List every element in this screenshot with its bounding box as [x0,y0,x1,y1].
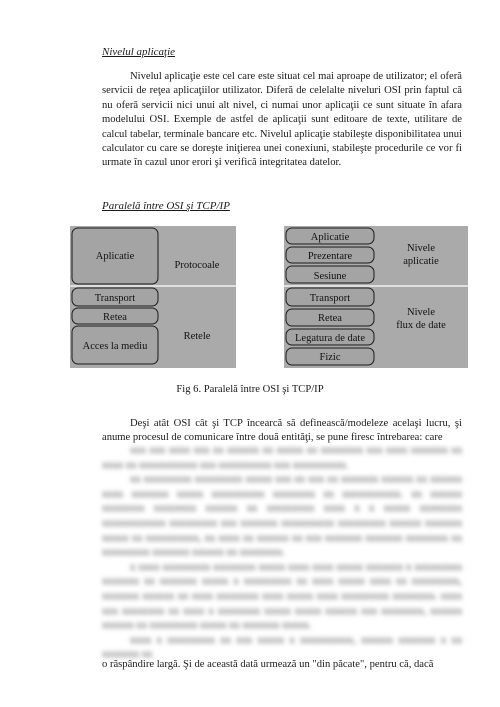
section-heading-application-layer: Nivelul aplicaţie [102,46,176,58]
left-transport-label: Transport [94,293,136,304]
figure-caption: Fig 6. Paralelă între OSI şi TCP/IP [176,384,324,395]
nivele-flux-label-line1: Nivele [407,307,435,318]
right-retea-label: Retea [318,313,342,324]
application-layer-paragraph: Nivelul aplicaţie este cel care este situat cel mai aproape de utilizator; el oferă servicii de reţea aplicaţiilor utilizator. Diferă de celelalte niveluri OSI prin faptul că nu oferă servicii nici unui alt nivel, ci numai unor aplicaţii ce sunt situate în afara modelului OSI. Exemple de astfel de aplicaţii sunt editoare de texte, utilitare de calcul tabelar, terminale bancare etc. Nivelul aplicaţie stabileşte disponibilitatea unui calculator cu care se doreşte iniţierea unei conexiuni, stabileşte procedurile ce vor fi urmate în cazul unor erori şi verifică integritatea datelor. [102,71,462,169]
left-acces-label: Acces la mediu [82,341,148,352]
blurred-text-region: xxx xxx xxxx xxx xx xxxxxx xx xxxxx xx xxxxxxxx xxx xxxx xxxxxxx xx xxxx xx xxxxxxxxxxx xxx xxxxxxxxxx xxx xxxxxxxxxx. xx xxxxxxxxx xxxxxxxxx xxxxx xxx xx xxx xx xxxxxxx xxxxxx xx xxxxxx xxxx xxxxxxx xxxxx xxxxxxxxxx xxxxxxxx xx xxxxxxxxxxx. xx xxxxxx xxxxxxxx xxxxxxxx xxxxxx xx xxxxxxxxx xxxx x x xxxxx xxxxxxxx xxxxxxxxxxxx xxxxxxxxx xxx xxxxxxx xxxxxxxxxx xxxxxxxxx xxxxxx xxxxxxx xxxxx xx xxxxxxxxxx, xx xxxx xx xxxxxx xx xxx xxxxxxx xxxxxxx xxxxxxxx xx xxxxxxxxx xxxxxxx xxxxxx xx xxxxxxxx. x xxxx xxxxxxxxx xxxxxxxx xxxxx xxxx xxxx xxxxx xxxxxxx x xxxxxxxxx xxxxxxx xx xxxxxxx xxxxx x xxxxxxxxx xx xxxx xxxxx xxxx xx xxxxxxxxx, xxxxxxx xxxxxx xx xxxx xxxxxxxx xxxx xxxxx xxxx xxxxxxxxx xxxxxxxx. xxxx xxx xxxxxxxx xx xxxx x xxxxxxxx xxxxx xxxxx xxxxxx xxx xxxxxxxx, xxxxxx xxxxxx xx xxxxxxxxx xxxxx xx xxxxxxx xxxxx. xxxx x xxxxxxxxx xx xxx xxxxx x xxxxxxxxxx, xxxxxx xxxxxxx x xx xxxxxxx xx [102,445,462,661]
right-aplicatie-label: Aplicatie [310,232,350,243]
right-fizic-label: Fizic [319,352,341,363]
section-heading-osi-tcpip: Paralelă între OSI şi TCP/IP [102,200,230,212]
osi-tcpip-diagram [70,226,468,368]
protocoale-label: Protocoale [174,260,220,271]
right-legatura-label: Legatura de date [295,333,365,344]
right-sesiune-label: Sesiune [313,271,347,282]
nivele-aplicatie-label-line1: Nivele [407,243,435,254]
nivele-aplicatie-label-line2: aplicatie [403,256,439,267]
retele-label: Retele [183,331,211,342]
left-aplicatie-label: Aplicatie [95,251,135,262]
nivele-flux-label-line2: flux de date [396,320,446,331]
right-prezentare-label: Prezentare [307,251,353,262]
left-retea-label: Retea [103,312,127,323]
comparison-paragraph: Deşi atât OSI cât şi TCP încearcă să definească/modeleze acelaşi lucru, şi anume procesul de comunicare între două entităţi, se pune firesc întrebarea: care [102,418,462,444]
partially-visible-last-line: o răspândire largă. Şi de această dată urmează un "din păcate", pentru că, dacă [102,659,434,670]
right-transport-label: Transport [309,293,351,304]
